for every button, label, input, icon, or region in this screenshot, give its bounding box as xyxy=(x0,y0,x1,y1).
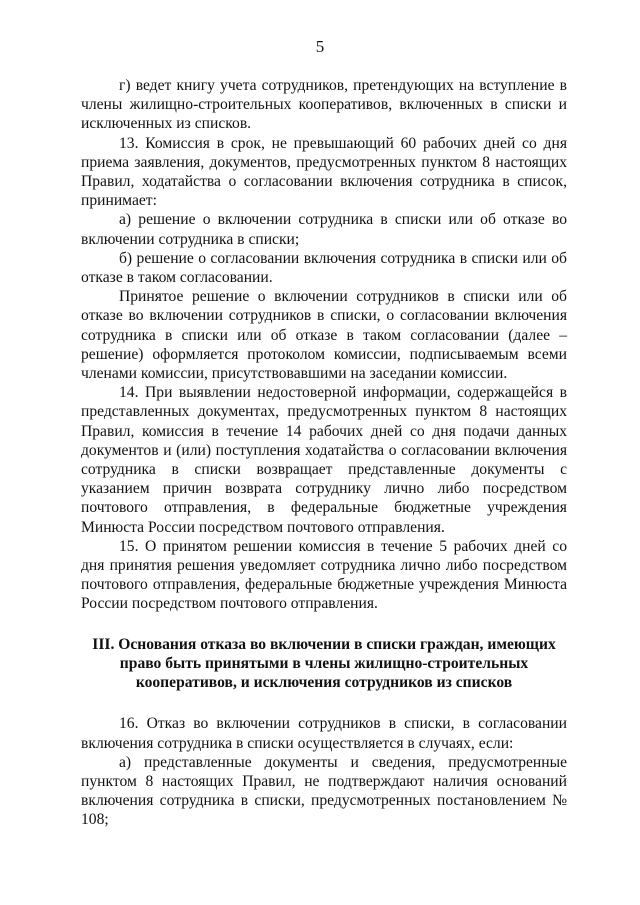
paragraph-16a: а) представленные документы и сведения, предусмотренные пунктом 8 настоящих Правил, не подтверждают наличия оснований включения сотрудника в списки, предусмотренных постановлением № 108; xyxy=(81,753,567,829)
section-heading-line-1: III. Основания отказа во включении в списки граждан, имеющих xyxy=(92,635,556,653)
section-heading-line-2: право быть принятыми в члены жилищно-строительных xyxy=(119,654,529,672)
paragraph-13-decision: Принятое решение о включении сотрудников в списки или об отказе во включении сотрудников в списки, о согласовании включения сотрудника в списки или об отказе в таком согласовании (далее – решение) оформляется протоколом комиссии, подписываемым всеми членами комиссии, присутствовавшими на заседании комиссии. xyxy=(81,288,567,383)
page-number: 5 xyxy=(315,37,325,56)
section-heading-line-3: кооперативов, и исключения сотрудников из списков xyxy=(135,674,513,692)
paragraph-13b: б) решение о согласовании включения сотрудника в списки или об отказе в таком согласовании. xyxy=(81,249,567,287)
paragraph-13a: а) решение о включении сотрудника в списки или об отказе во включении сотрудника в списки; xyxy=(81,211,567,248)
paragraph-15: 15. О принятом решении комиссия в течение 5 рабочих дней со дня принятия решения уведомляет сотрудника лично либо посредством почтового отправления, федеральные бюджетные учреждения Минюста России посредством почтового отправления. xyxy=(81,537,567,613)
paragraph-14: 14. При выявлении недостоверной информации, содержащейся в представленных документах, предусмотренных пунктом 8 настоящих Правил, комиссия в течение 14 рабочих дней со дня подачи данных документов и (или) поступления ходатайства о согласовании включения сотрудника в списки возвращает представленные документы с указанием причин возврата сотруднику лично либо посредством почтового отправления, в федеральные бюджетные учреждения Минюста России посредством почтового отправления. xyxy=(81,384,567,536)
document-body xyxy=(81,76,567,830)
paragraph-12g: г) ведет книгу учета сотрудников, претендующих на вступление в члены жилищно-строительных кооперативов, включенных в списки и исключенных из списков. xyxy=(81,77,567,133)
section-heading-iii xyxy=(81,635,567,693)
paragraph-13: 13. Комиссия в срок, не превышающий 60 рабочих дней со дня приема заявления, документов, предусмотренных пунктом 8 настоящих Правил, ходатайства о согласовании включения сотрудника в список, принимает: xyxy=(81,134,567,210)
paragraph-16: 16. Отказ во включении сотрудников в списки, в согласовании включения сотрудника в списки осуществляется в случаях, если: xyxy=(81,715,567,752)
